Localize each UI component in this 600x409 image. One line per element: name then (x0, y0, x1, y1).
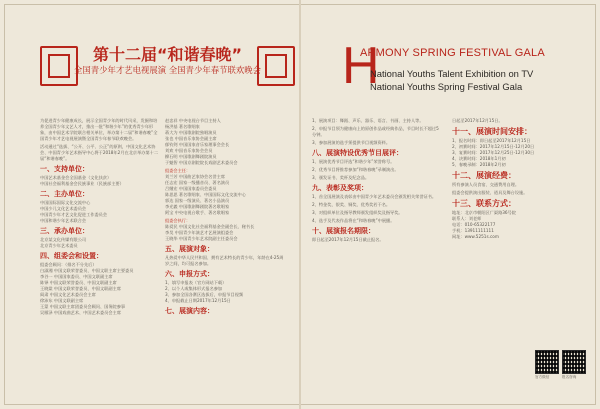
section-heading: 八、展演特设优秀节目展评： (312, 149, 403, 157)
qr-label: 报名咨询 (562, 375, 577, 379)
list-item: 陈爱民 中国文化社会福利基金会副会长、秘书长 (165, 224, 255, 229)
list-item: 杨洪基 著名歌唱家 (165, 124, 200, 129)
list-item: 1、填写申报表（官方网站下载） (165, 280, 227, 285)
list-item: 中国和谐少年艺术联合会 (40, 218, 87, 223)
list-item: 李昊 中国青少年演艺才艺展演组委会 (165, 230, 234, 235)
list-item: 3、参加全国各赛区选拔后，申报节目视频 (165, 292, 244, 297)
list-item: 3、参加展演的选手须提供节目视频资料。 (312, 140, 391, 145)
list-item: 4、选手及代表作品将在“和谐春晚”中展播。 (312, 218, 395, 223)
section-heading: 十、展演报名期限： (312, 227, 375, 235)
list-item: 王蒙 中国文联主席团委员会顾问、国务院参事 (40, 304, 126, 309)
list-item: 刘欢 中国音乐家协会会员 (165, 148, 213, 153)
list-item: 中国社会福利基金会民族事业（民族部主要） (40, 181, 124, 186)
list-item: 3、对组织单位及指导教师颁发组织奖及指导奖。 (312, 210, 403, 215)
section-heading: 四、组委会和设置： (40, 252, 103, 260)
list-item: 赵忠祥 中央电视台节目主持人 (165, 118, 221, 123)
section-heading: 二、主办单位： (40, 190, 89, 198)
qr-code-icon (562, 350, 586, 374)
qr-label: 官方微信 (535, 375, 550, 379)
english-subtitle-1: National Youths Talent Exhibition on TV (370, 68, 534, 79)
list-item: 2、以个人或集体形式报名参加 (165, 286, 223, 291)
list-item: 2、初赛时间：2017年12月15日-12月20日 (452, 144, 535, 149)
english-title: ARMONY SPRING FESTIVAL GALA (360, 47, 545, 59)
contact-line: 联系人：刘老师 (452, 216, 482, 221)
right-column-2 (452, 118, 580, 240)
page-subtitle: 全国青少年才艺电视展演 全国青少年春节联欢晚会 (74, 65, 261, 75)
left-column-1 (40, 118, 158, 316)
body-paragraph: 组委会提供演出服装、道具及舞台设施。 (452, 190, 528, 195)
list-item: 陈思思 著名歌唱家、中国国际文化交流中心 (165, 192, 246, 197)
list-item: 李光羲 中国歌剧舞剧院著名歌唱家 (165, 204, 230, 209)
list-item: 郁钧剑 中国国家音乐家理事会会长 (165, 142, 230, 147)
list-item: 2、申报节目须为健康向上的原创作品或经典作品，节目时长不超过5分钟。 (312, 126, 439, 137)
list-item: 1、首全国展演及表彰由中国青少年艺术委员会颁发相关荣誉证书。 (312, 194, 437, 199)
list-item: 阎肃 中国文化艺术委员会主席 (40, 292, 96, 297)
section-heading: 十一、展演时间安排： (452, 127, 532, 136)
list-item: 1、报名时间：即日起至2017年12月15日 (452, 138, 531, 143)
body-paragraph: 所有参演人员食宿、交通费用自理。 (452, 182, 520, 187)
list-item: 徐沛东 中国文联副主席 (40, 298, 84, 303)
list-item: 蒋大为 中国歌剧院独唱演员 (165, 130, 217, 135)
list-item: 1、展演项目：舞蹈、声乐、器乐、语言、书画、主持人等。 (312, 118, 424, 123)
list-item: 任志宏 国家一级播音员、著名演员 (165, 180, 230, 185)
page-title: 第十二届“和谐春晚” (92, 45, 243, 64)
list-item: 北京青少年艺术委员 (40, 243, 78, 248)
list-item: 吴雁泽 中国戏曲艺术、中国艺术委员会主席 (40, 310, 121, 315)
section-heading: 一、支持单位： (40, 165, 89, 173)
list-item: 陈铎 中国文联荣誉委员、中国文联副主席 (40, 280, 117, 285)
list-item: 4、决赛时间：2018年1月初 (452, 156, 506, 161)
list-item: 张也 中国音乐家协会副主席 (165, 136, 217, 141)
section-heading: 九、表彰及奖项： (312, 184, 368, 192)
section-heading: 七、展演内容： (165, 307, 214, 315)
list-item: 3、复赛时间：2017年12月25日-12月30日 (452, 150, 535, 155)
list-item: 吕继宏 中国国家委员会委员 (165, 186, 217, 191)
left-column-2 (165, 118, 287, 317)
list-item: 李谷一 中国国家委员、中国文联副主席 (40, 274, 113, 279)
title-banner (40, 40, 295, 112)
list-item: 白淑湘 中国文联荣誉委员、中国文联主席主要委员 (40, 268, 134, 273)
list-item: 刘兰芳 中国曲艺家协会名誉主席 (165, 174, 225, 179)
list-item: 北京某文化传媒有限公司 (40, 237, 87, 242)
list-item: 中国国际国际文化交流中心 (40, 200, 91, 205)
english-subtitle-2: National Youths Spring Festival Gala (370, 81, 523, 92)
list-item: 2、特金奖、银奖、铜奖、优秀奖若干名。 (312, 202, 391, 207)
list-item: 4、申报截止日期2017年12月15日 (165, 298, 231, 303)
list-item: 5、春晚录制：2018年2月初 (452, 162, 506, 167)
title-initial-letter: H (342, 37, 380, 95)
list-item: 王晓华 中国青少年艺术院副主任委员会 (165, 236, 238, 241)
list-item: 1、展演优秀节目评选“和谐少年”荣誉称号。 (312, 159, 395, 164)
contact-line: 电话：010-65322177 (452, 222, 496, 227)
section-heading: 十二、展演经费： (452, 171, 516, 180)
page-spine (299, 0, 301, 409)
list-item: 3、颁发证书、奖杯及纪念品。 (312, 175, 370, 180)
list-item: 郭达 国家一级演员、著名小品演员 (165, 198, 230, 203)
list-item: 中国艺术基金会全国基金（文化扶贫） (40, 175, 112, 180)
contact-line: 手机：13911111111 (452, 228, 494, 233)
section-heading: 三、承办单位： (40, 227, 89, 235)
subsection-label: 组委会主任： (165, 168, 191, 173)
list-item: 2、优秀节目将推荐参加“和谐春晚”录制演出。 (312, 167, 399, 172)
list-item: 王晓棠 中国文联荣誉委员、中国文联副主席 (40, 286, 121, 291)
list-item: 中国少儿文化艺术委员会 (40, 206, 87, 211)
body-paragraph: 凡热爱中华人民共和国、拥有艺术特长的青少年，年龄在4-25周岁之间，均可报名参加。 (165, 255, 284, 266)
intro-paragraph: 为促进青少年健康成长，展示全国青少年的时代风采，发掘和培养全国青少年文艺人才，推出一批“和谐少年”的优秀青少年形象，由中国艺术学院联合相关单位，举办第十二届“和谐春晚”全国青少年才艺电视展演暨全国青少年春节联欢晚会。 (40, 118, 158, 141)
right-column-1 (312, 118, 442, 245)
list-item: 柳石明 中国歌剧舞剧院演员 (165, 154, 217, 159)
body-paragraph: 即日起至2017年12月15日截止报名。 (312, 237, 384, 242)
contact-line: 网址：www.5251s.com (452, 234, 499, 239)
body-paragraph: 日起至2017年12月15日。 (452, 118, 503, 123)
section-heading: 十三、联系方式： (452, 199, 516, 208)
section-heading: 六、申报方式： (165, 270, 214, 278)
subsection-label: 组委会执行： (165, 218, 191, 223)
list-item: 中国青少年才艺文化促进工作委员会 (40, 212, 108, 217)
list-item: 组委会顾问：（排名不分先后） (40, 262, 97, 267)
qr-code-icon (535, 350, 559, 374)
section-heading: 五、展演对象： (165, 245, 214, 253)
list-item: 阿宝 中央电视台歌手、著名歌唱家 (165, 210, 230, 215)
list-item: 于魁智 中国京剧院院长戏剧艺术委员会 (165, 160, 238, 165)
contact-line: 地址：北京市朝阳区广渠路36号院 (452, 210, 516, 215)
intro-paragraph: 活动通过“选拔、“公开、公平、公正”的原则，中国文化艺术协会、中国青少年艺术指导中心将于2018年2月在北京举办第十二届“和谐春晚”。 (40, 144, 159, 161)
